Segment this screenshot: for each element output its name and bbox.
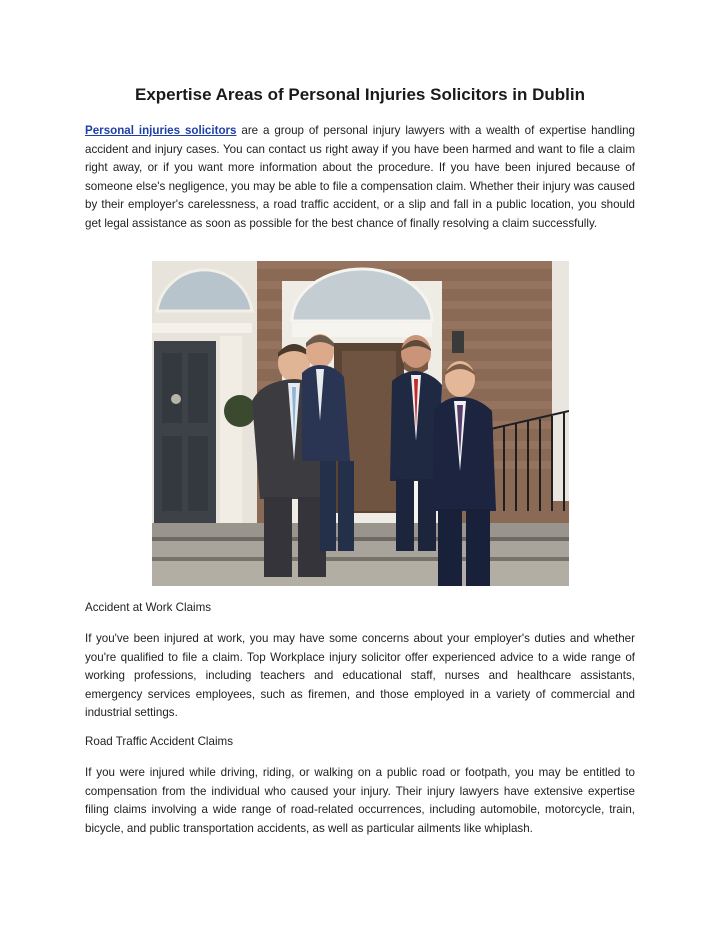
section-heading-work-claims: Accident at Work Claims xyxy=(85,601,212,614)
page-title: Expertise Areas of Personal Injuries Solicitors in Dublin xyxy=(135,85,585,104)
section-body-work-claims: If you've been injured at work, you may have some concerns about your employer's duties and whether you're qualified to file a claim. Top Workplace injury solicitor offer experienced advice to a wide range of working professions, including teachers and educational staff, nurses and healthcare assistants, emergency services employees, such as firemen, and those employed in a variety of commercial and industrial settings. xyxy=(85,632,635,720)
intro-text: are a group of personal injury lawyers with a wealth of expertise handling accident and injury cases. You can contact us right away if you have been harmed and want to file a claim right away, or if you want more information about the procedure. If you have been injured because of someone else's negligence, you may be able to file a compensation claim. Whether their injury was caused by their employer's carelessness, a road traffic accident, or a slip and fall in a public location, you should get legal assistance as soon as possible for the best chance of finally resolving a claim successfully. xyxy=(85,124,635,230)
intro-paragraph xyxy=(85,122,635,234)
personal-injuries-solicitors-link[interactable]: Personal injuries solicitors xyxy=(85,124,237,137)
solicitors-photo xyxy=(152,261,569,586)
section-body-road-traffic: If you were injured while driving, riding, or walking on a public road or footpath, you may be entitled to compensation from the individual who caused your injury. Their injury lawyers have extensive expertise filing claims involving a wide range of road-related occurrences, including automobile, motorcycle, train, bicycle, and public transportation accidents, as well as particular ailments like whiplash. xyxy=(85,766,635,835)
section-heading-road-traffic: Road Traffic Accident Claims xyxy=(85,735,233,748)
